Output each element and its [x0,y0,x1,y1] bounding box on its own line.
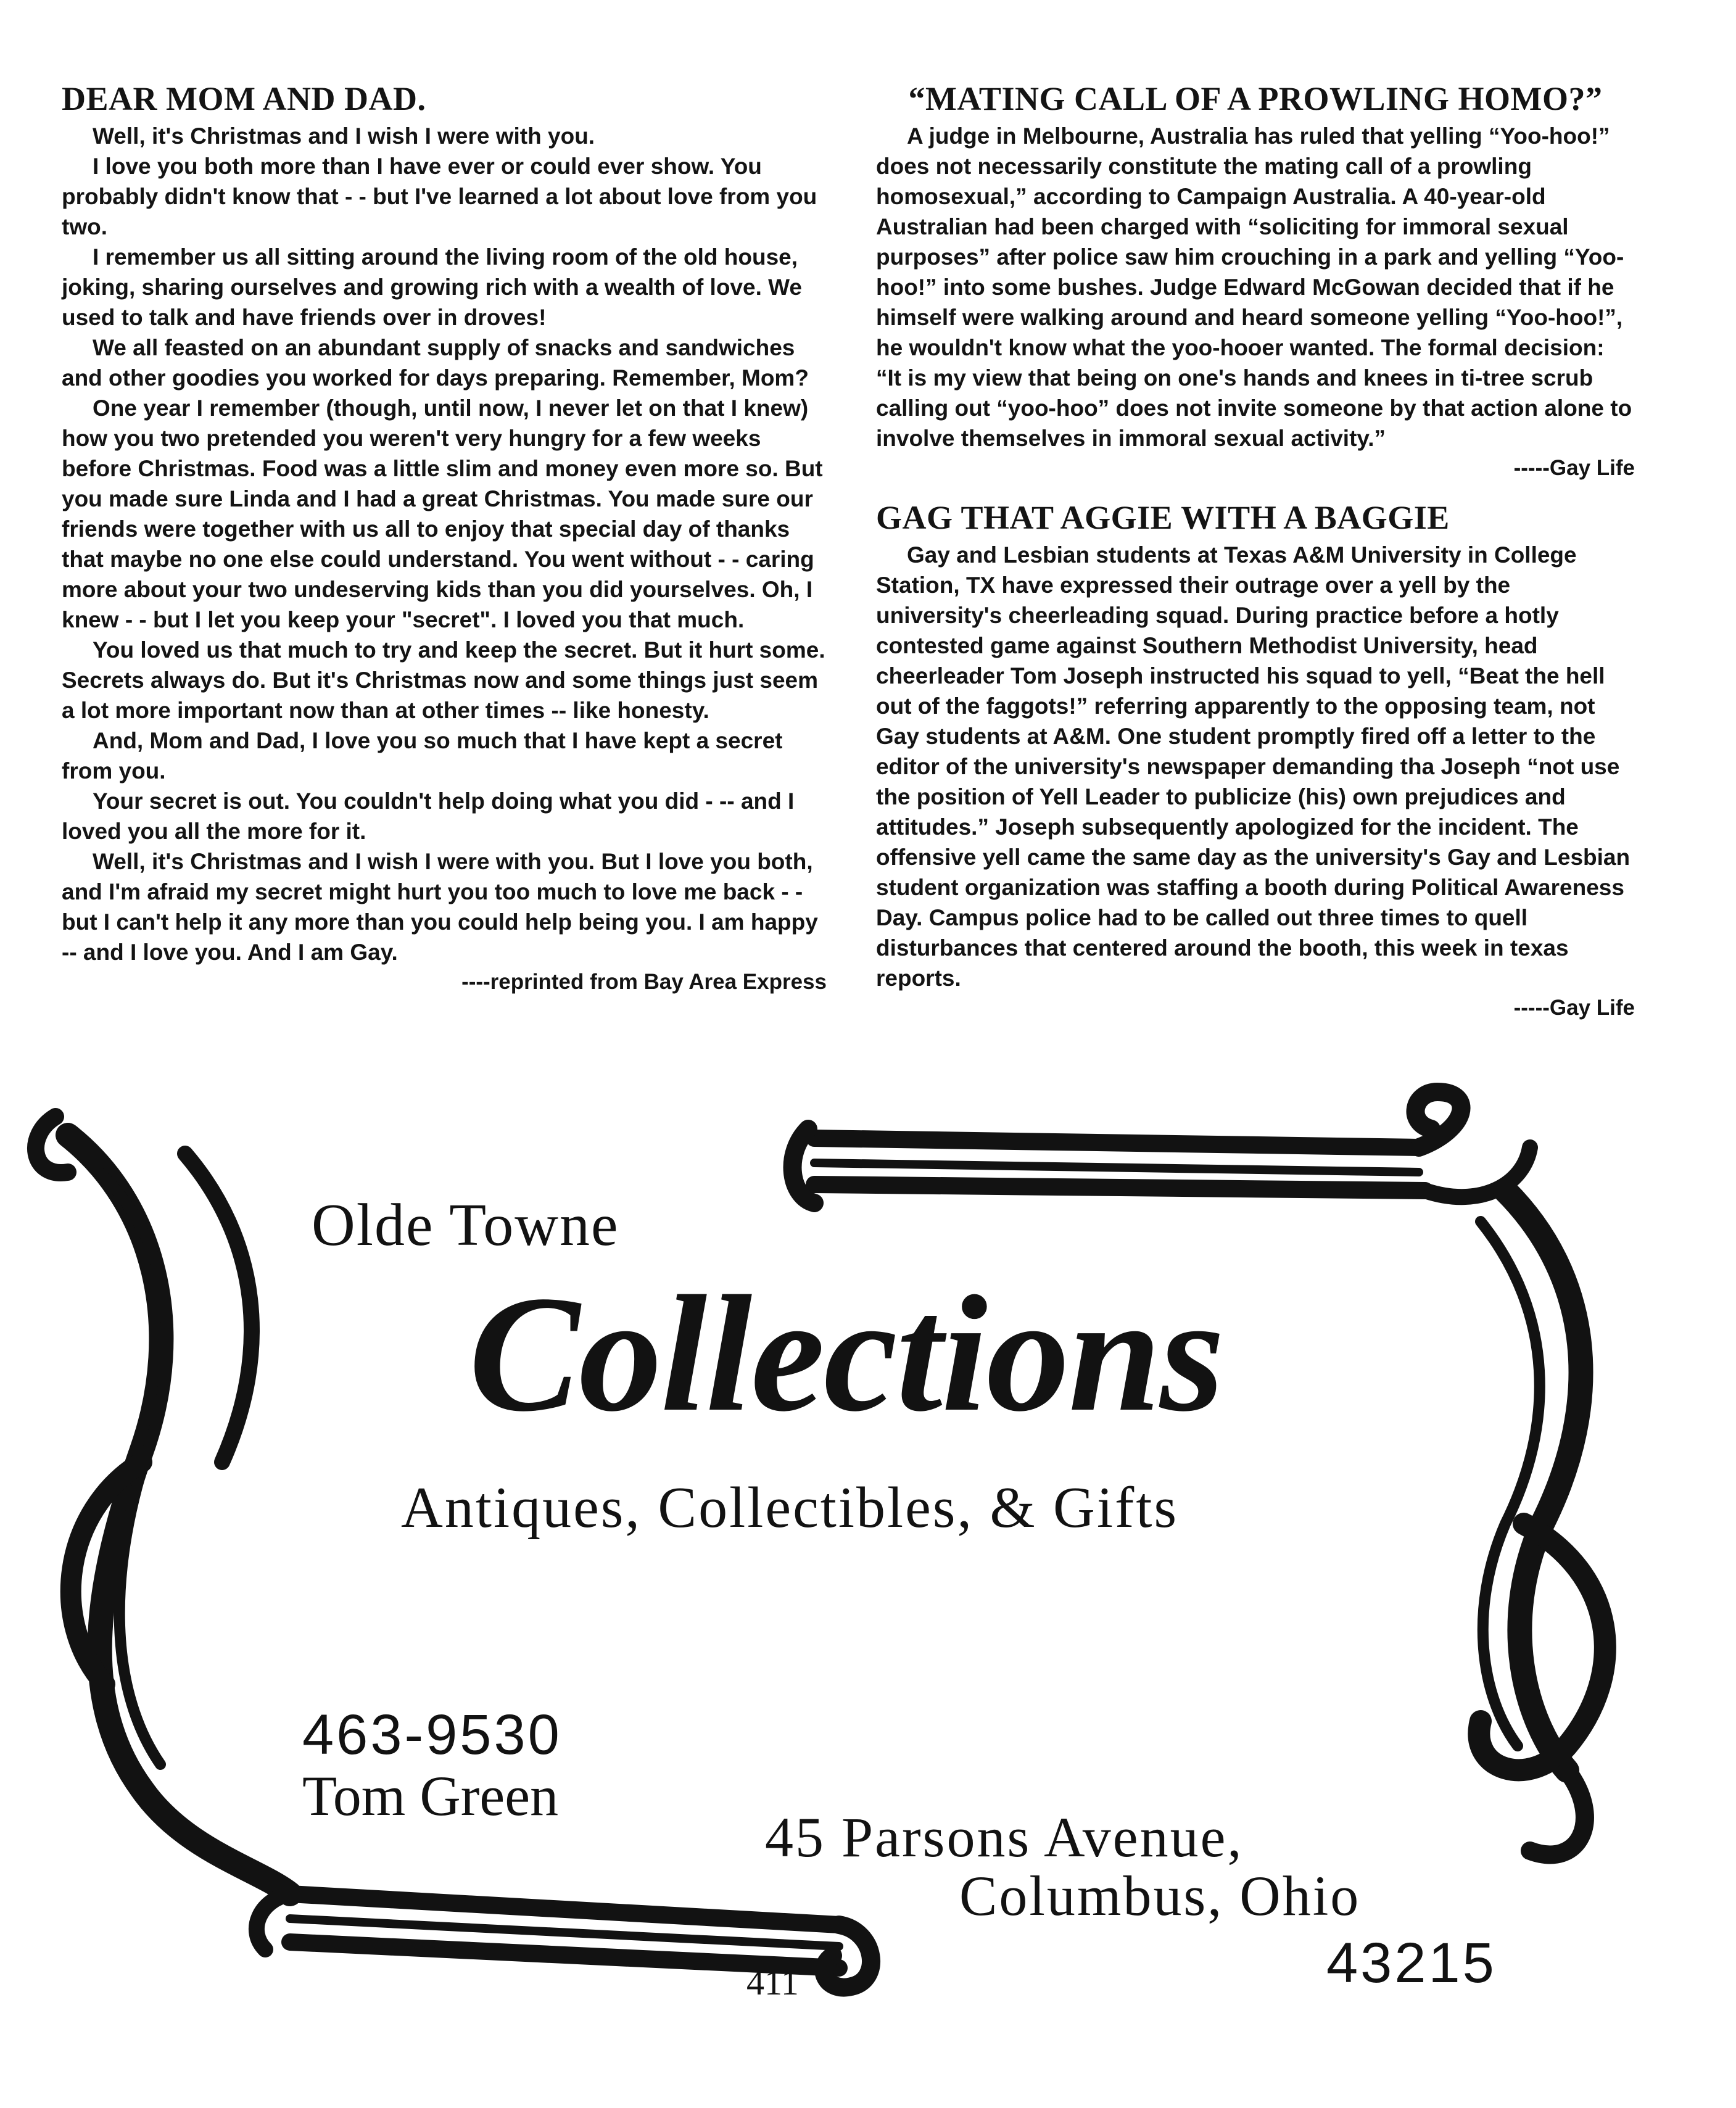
letter-paragraph: Well, it's Christmas and I wish I were with you. But I love you both, and I'm afraid my secret might hurt you too much to love me back - - but I can't help it any more than you could help being you. I am happy -- and I love you. And I am Gay. [62,849,818,965]
letter-paragraph: You loved us that much to try and keep the secret. But it hurt some. Secrets always do. But it's Christmas now and some things just seem a lot more important now than at other times -- like honesty. [62,637,825,723]
ad-address-zip: 43215 [1326,1932,1497,1994]
letter-paragraph: Your secret is out. You couldn't help doing what you did - -- and I loved you all the more for it. [62,788,795,844]
page-number: 411 [746,1962,799,2003]
letter-paragraph: I remember us all sitting around the living room of the old house, joking, sharing ourselves and growing rich with a wealth of love. We used to talk and have friends over in droves! [62,244,802,330]
advertisement [0,1080,1736,2108]
mating-title: “MATING CALL OF A PROWLING HOMO?” [908,80,1603,117]
ad-phone: 463-9530 [302,1703,562,1766]
ad-tagline: Antiques, Collectibles, & Gifts [401,1476,1179,1540]
letter-paragraph: One year I remember (though, until now, I never let on that I knew) how you two pretended you weren't very hungry for a few weeks before Christmas. Food was a little slim and money even more so. But you made sure Linda and I had a great Christmas. You made sure our friends were together with us all to enjoy that special day of thanks that maybe no one else could understand. You went without - - caring more about your two undeserving kids than you did yourselves. Oh, I knew - - but I let you keep your "secret". I loved you that much. [62,395,823,632]
letter-paragraph: Well, it's Christmas and I wish I were with you. [93,123,595,149]
ad-address-city: Columbus, Ohio [959,1864,1361,1927]
ad-address-street: 45 Parsons Avenue, [765,1806,1244,1869]
letter-paragraph: I love you both more than I have ever or could ever show. You probably didn't know that - - but I've learned a lot about love from you two. [62,154,817,239]
ad-olde-towne: Olde Towne [312,1192,619,1259]
mating-paragraph: A judge in Melbourne, Australia has ruled that yelling “Yoo-hoo!” does not necessarily constitute the mating call of a prowling homosexual,” according to Campaign Australia. A 40-year-old Australian had been charged with “soliciting for immoral sexual purposes” after police saw him crouching in a park and yelling “Yoo-hoo!” into some bushes. Judge Edward McGowan decided that if he himself were walking around and heard someone yelling “Yoo-hoo!”, he wouldn't know what the yoo-hooer wanted. The formal decision: “It is my view that being on one's hands and knees in ti-tree scrub calling out “yoo-hoo” does not invite someone by that action alone to involve themselves in immoral sexual activity.” [876,123,1632,451]
letter-title: DEAR MOM AND DAD. [62,80,426,117]
aggie-paragraph: Gay and Lesbian students at Texas A&M University in College Station, TX have expressed their outrage over a yell by the university's cheerleading squad. During practice before a hotly contested game against Southern Methodist University, head cheerleader Tom Joseph instructed his squad to yell, “Beat the hell out of the faggots!” referring apparently to the opposing team, not Gay students at A&M. One student promptly fired off a letter to the editor of the university's newspaper demanding tha Joseph “not use the position of Yell Leader to publicize (his) own prejudices and attitudes.” Joseph subsequently apologized for the incident. The offensive yell came the same day as the university's Gay and Lesbian student organization was staffing a booth during Political Awareness Day. Campus police had to be called out three times to quell disturbances that centered around the booth, this week in texas reports. [876,542,1631,991]
aggie-credit: -----Gay Life [1513,996,1635,1020]
ad-brand: Collections [469,1262,1224,1446]
letter-credit: ----reprinted from Bay Area Express [461,970,827,994]
ad-contact-name: Tom Green [302,1764,559,1827]
mating-credit: -----Gay Life [1513,456,1635,480]
aggie-title: GAG THAT AGGIE WITH A BAGGIE [876,499,1450,536]
letter-article [62,80,827,997]
letter-paragraph: And, Mom and Dad, I love you so much that I have kept a secret from you. [62,728,783,783]
letter-paragraph: We all feasted on an abundant supply of snacks and sandwiches and other goodies you worked for days preparing. Remember, Mom? [62,335,809,391]
news-column [876,80,1635,1023]
